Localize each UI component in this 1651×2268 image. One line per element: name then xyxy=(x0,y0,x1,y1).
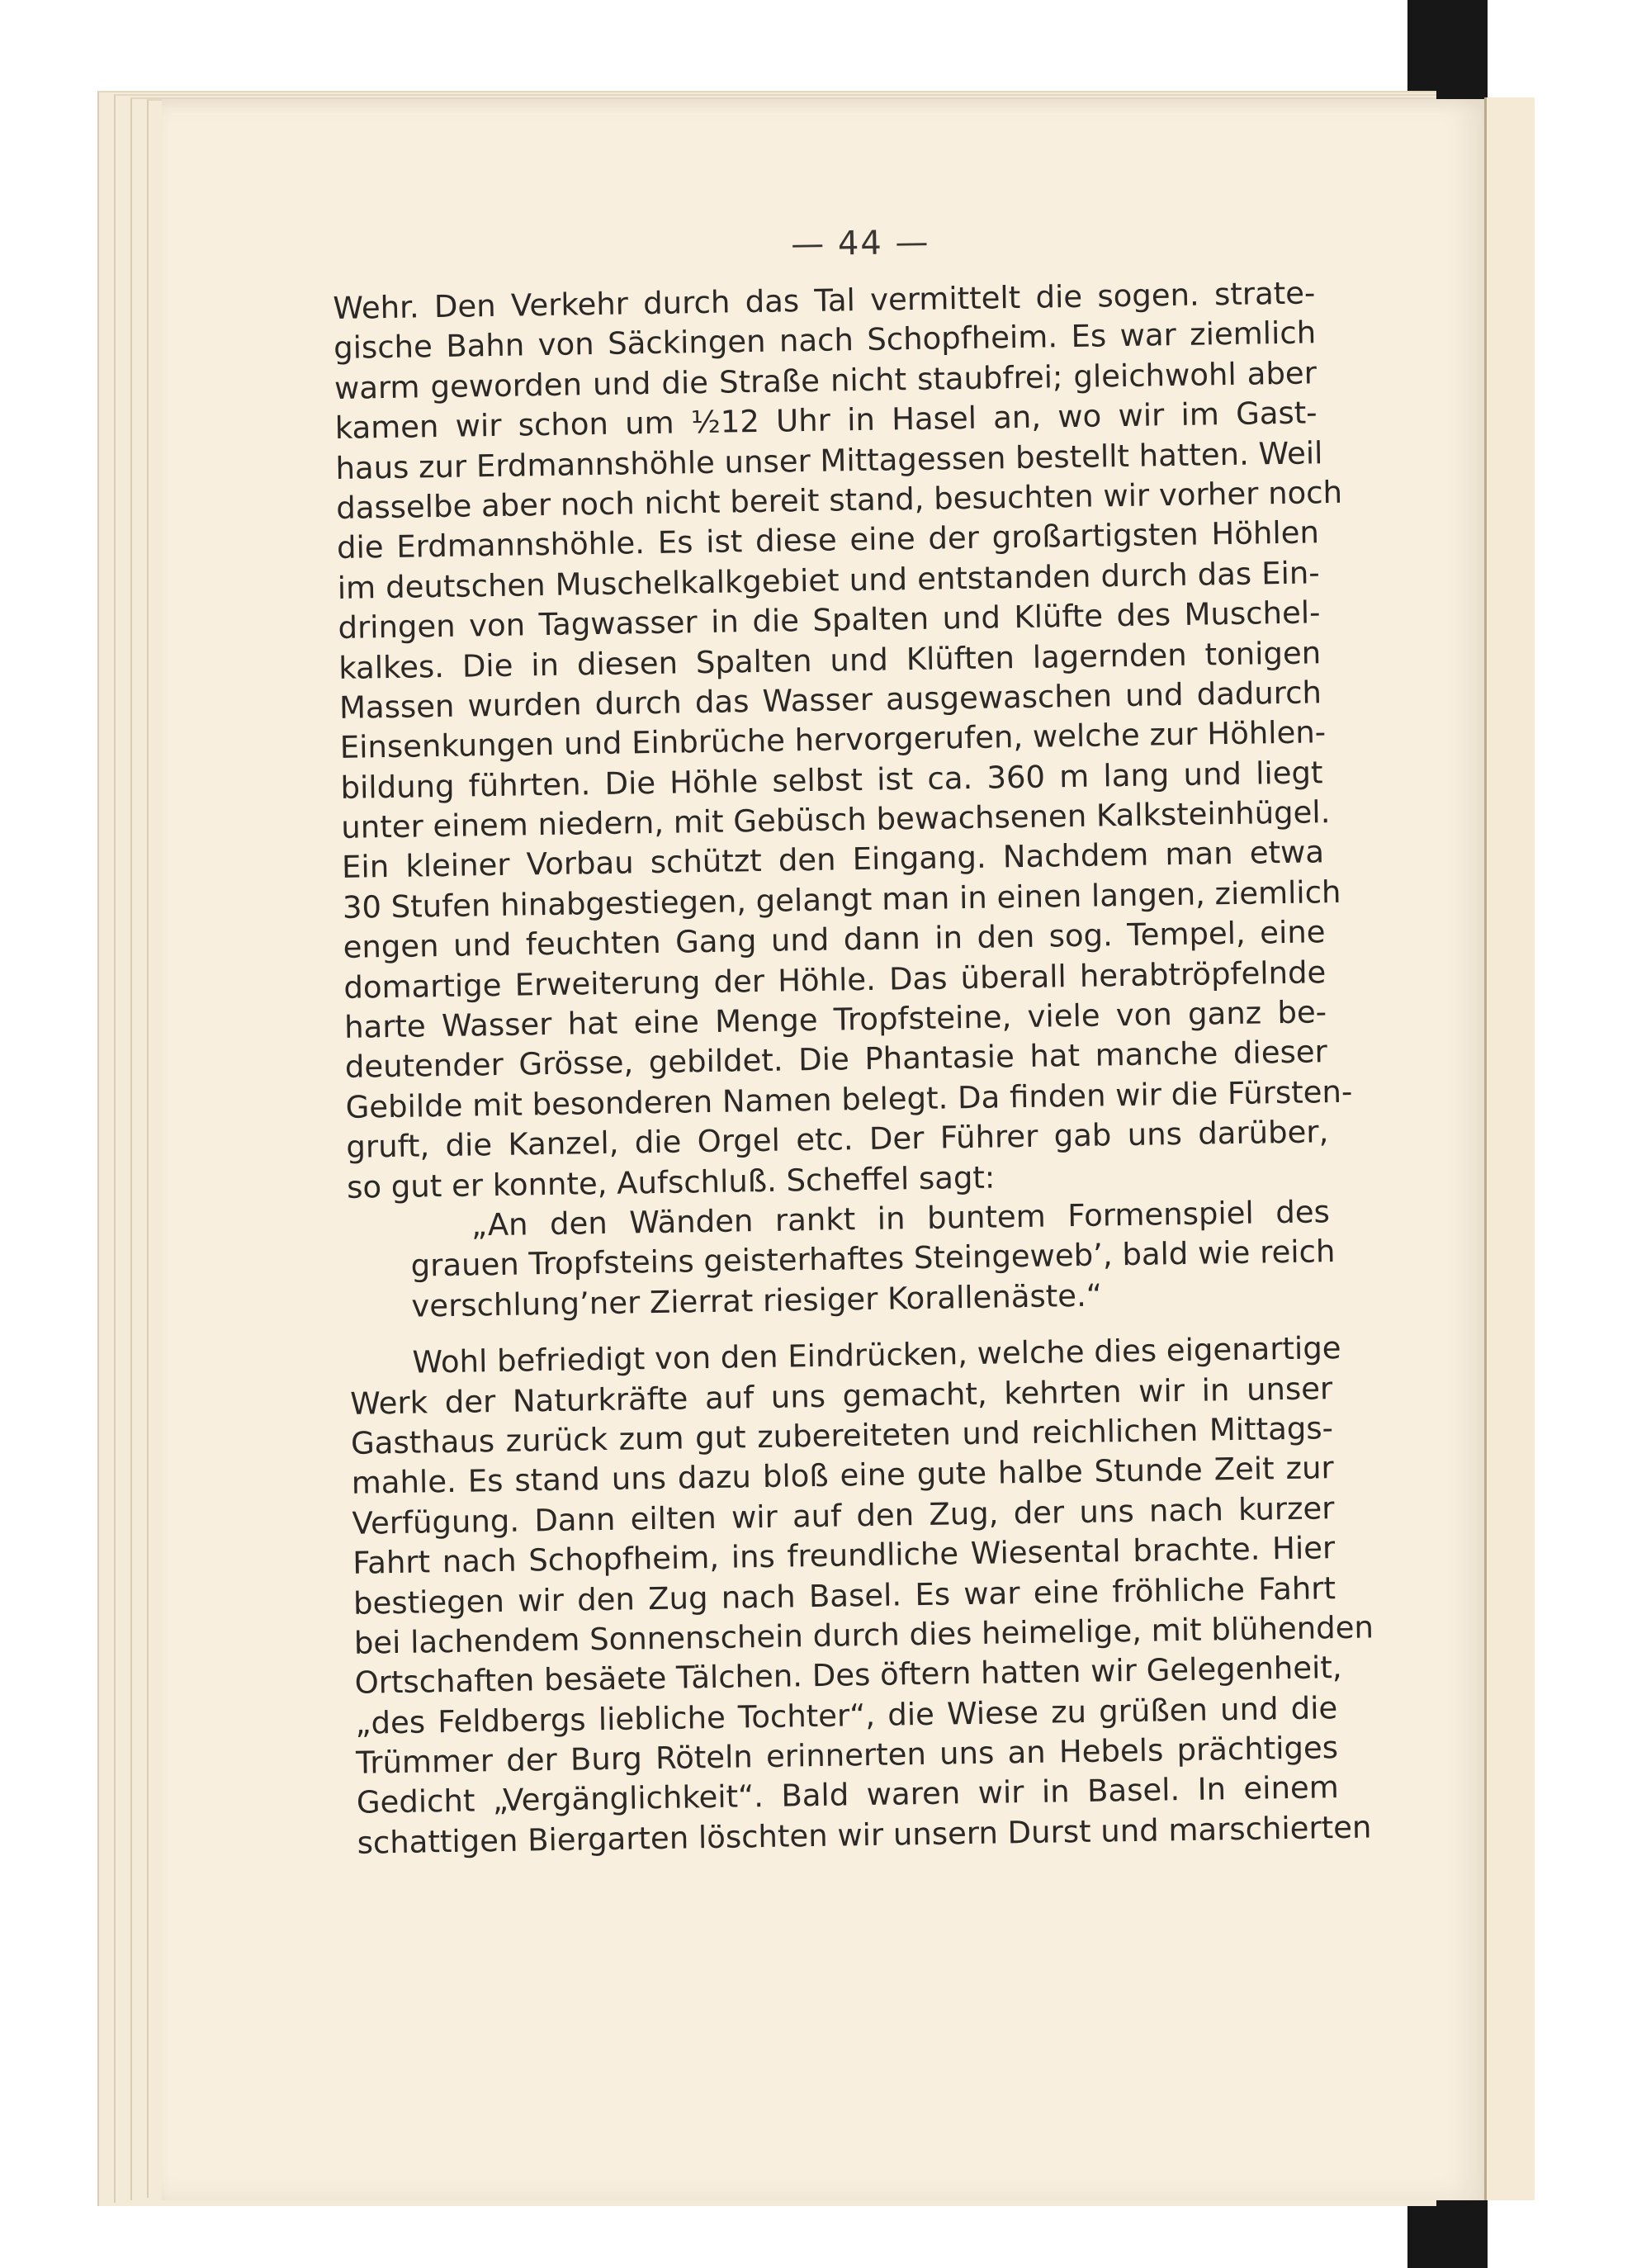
text-line: unter einem niedern, mit Gebüsch bewachsenen Kalksteinhügel. xyxy=(341,794,1331,845)
text-line: gische Bahn von Säckingen nach Schopfheim. Es war ziemlich xyxy=(333,315,1317,367)
quote-line: „An den Wänden rankt in buntem Formenspiel des xyxy=(471,1194,1331,1243)
page-text xyxy=(332,215,1374,1863)
text-line: domartige Erweiterung der Höhle. Das überall herabtröpfelnde xyxy=(343,954,1327,1006)
text-line: bei lachendem Sonnenschein durch dies heimelige, mit blühenden xyxy=(353,1609,1374,1661)
text-line: gruft, die Kanzel, die Orgel etc. Der Führer gab uns darüber, xyxy=(346,1114,1329,1166)
text-line: engen und feuchten Gang und dann in den sog. Tempel, eine xyxy=(343,914,1326,966)
text-line: Fahrt nach Schopfheim, ins freundliche Wiesental brachte. Hier xyxy=(352,1530,1336,1581)
text-line: Ortschaften besäete Tälchen. Des öftern hatten wir Gelegenheit, xyxy=(354,1650,1342,1702)
text-line: haus zur Erdmannshöhle unser Mittagessen bestellt hatten. Weil xyxy=(335,434,1323,486)
text-line: im deutschen Muschelkalkgebiet und entstanden durch das Ein- xyxy=(337,554,1320,606)
text-line: harte Wasser hat eine Menge Tropfsteine, viele von ganz be- xyxy=(343,994,1327,1045)
text-line: 30 Stufen hinabgestiegen, gelangt man in einen langen, ziemlich xyxy=(342,874,1341,926)
text-line: kalkes. Die in diesen Spalten und Klüften lagernden tonigen xyxy=(338,634,1322,686)
text-line: Massen wurden durch das Wasser ausgewaschen und dadurch xyxy=(338,675,1322,726)
text-line: deutender Grösse, gebildet. Die Phantasie hat manche dieser xyxy=(344,1034,1328,1086)
page-number: — 44 — xyxy=(790,223,930,264)
text-line: dringen von Tagwasser in die Spalten und Klüfte des Muschel- xyxy=(338,594,1321,646)
text-line: bildung führten. Die Höhle selbst ist ca. 360 m lang und liegt xyxy=(340,754,1323,806)
text-line: „des Feldbergs liebliche Tochter“, die Wiese zu grüßen und die xyxy=(355,1689,1338,1741)
text-line: Gasthaus zurück zum gut zubereiteten und reichlichen Mittags- xyxy=(350,1410,1334,1461)
text-line: warm geworden und die Straße nicht staubfrei; gleichwohl aber xyxy=(334,355,1317,406)
text-line: Wehr. Den Verkehr durch das Tal vermittelt die sogen. strate- xyxy=(333,275,1316,326)
text-line: Verfügung. Dann eilten wir auf den Zug, der uns nach kurzer xyxy=(352,1489,1335,1541)
text-line: Trümmer der Burg Röteln erinnerten uns an Hebels prächtiges xyxy=(355,1730,1339,1781)
text-line: Gebilde mit besonderen Namen belegt. Da finden wir die Fürsten- xyxy=(345,1073,1353,1125)
text-line: Einsenkungen und Einbrüche hervorgerufen, welche zur Höhlen- xyxy=(339,714,1327,766)
text-line: Gedicht „Vergänglichkeit“. Bald waren wir in Basel. In einem xyxy=(356,1769,1340,1821)
text-line: mahle. Es stand uns dazu bloß eine gute halbe Stunde Zeit zur xyxy=(351,1450,1335,1502)
facing-page-edge xyxy=(1484,97,1535,2200)
text-line: bestiegen wir den Zug nach Basel. Es war eine fröhliche Fahrt xyxy=(352,1570,1336,1622)
text-line: die Erdmannshöhle. Es ist diese eine der großartigsten Höhlen xyxy=(336,514,1320,566)
text-line: kamen wir schon um ½12 Uhr in Hasel an, wo wir im Gast- xyxy=(334,395,1317,447)
text-line: schattigen Biergarten löschten wir unsern Durst und marschierten xyxy=(357,1809,1372,1861)
quote-line: grauen Tropfsteins geisterhaftes Steingeweb’, bald wie reich xyxy=(410,1233,1336,1285)
quote-line: verschlung’ner Zierrat riesiger Korallenäste.“ xyxy=(411,1277,1103,1324)
text-line: Wohl befriedigt von den Eindrücken, welche dies eigenartige xyxy=(412,1330,1341,1380)
text-line: so gut er konnte, Aufschluß. Scheffel sagt: xyxy=(346,1159,996,1205)
text-line: Werk der Naturkräfte auf uns gemacht, kehrten wir in unser xyxy=(349,1370,1333,1422)
text-line: dasselbe aber noch nicht bereit stand, besuchten wir vorher noch xyxy=(335,474,1343,526)
text-line: Ein kleiner Vorbau schützt den Eingang. Nachdem man etwa xyxy=(341,834,1325,886)
